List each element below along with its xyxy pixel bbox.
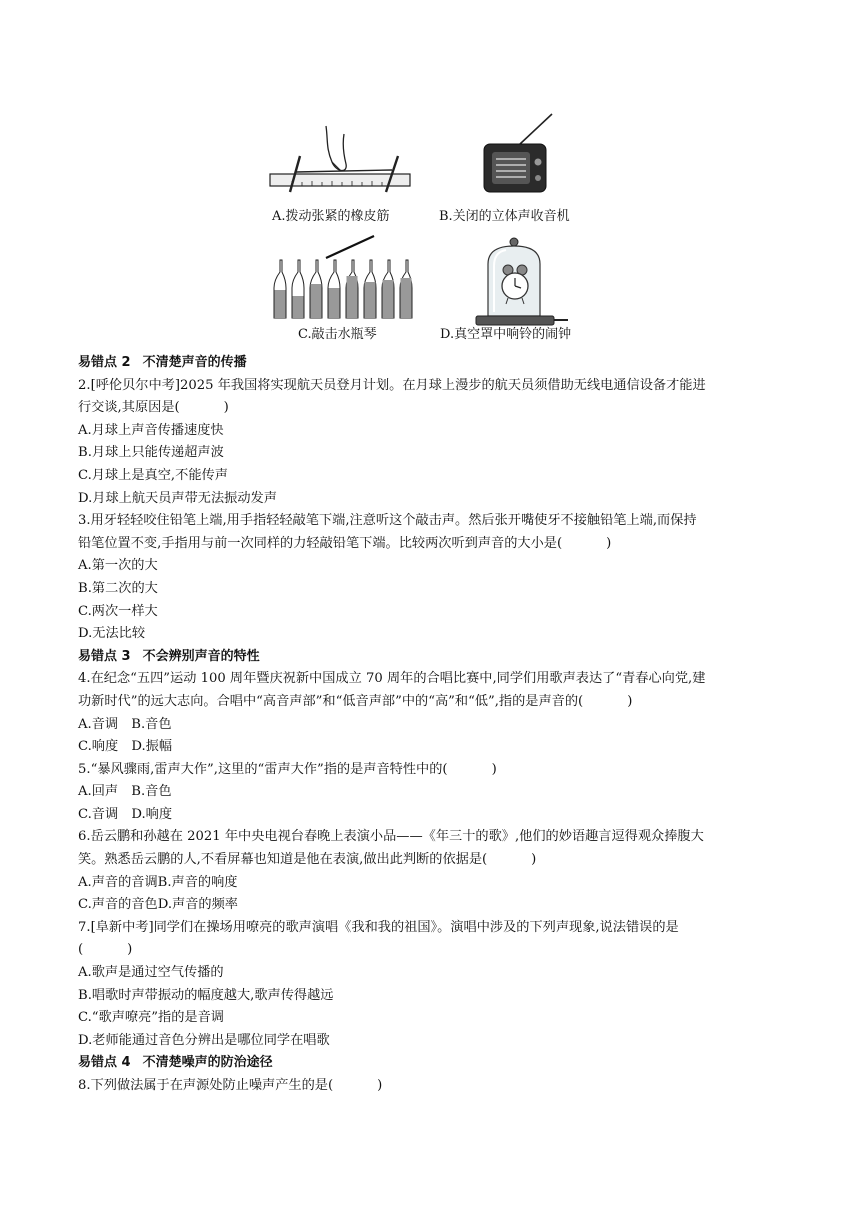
- question-3-stem-cont: 铅笔位置不变,手指用与前一次同样的力轻敲铅笔下端。比较两次听到声音的大小是( ): [78, 535, 612, 551]
- options-row-1: A.声音的音调B.声音的响度: [78, 874, 238, 890]
- question-4-stem: 4.在纪念“五四”运动 100 周年暨庆祝新中国成立 70 周年的合唱比赛中,同学们用歌声表达了“青春心向党,建: [78, 671, 706, 687]
- option-b: B.唱歌时声带振动的幅度越大,歌声传得越远: [78, 987, 334, 1003]
- option-a: A.月球上声音传播速度快: [78, 422, 224, 438]
- question-5-stem: 5.“暴风骤雨,雷声大作”,这里的“雷声大作”指的是声音特性中的( ): [78, 761, 497, 777]
- question-figure: [262, 112, 602, 344]
- caption-a: A.拨动张紧的橡皮筋: [272, 209, 390, 224]
- section-title: 不会辨别声音的特性: [142, 648, 260, 664]
- option-b: B.月球上只能传递超声波: [78, 445, 224, 461]
- question-2-stem: 2.[呼伦贝尔中考]2025 年我国将实现航天员登月计划。在月球上漫步的航天员须借助无线电通信设备才能进: [78, 377, 706, 393]
- section-heading-4: [78, 1052, 790, 1075]
- options-row-1: A.音调 B.音色: [78, 716, 172, 732]
- question-6-stem: 6.岳云鹏和孙越在 2021 年中央电视台春晚上表演小品——《年三十的歌》,他们的妙语趣言逗得观众捧腹大: [78, 829, 704, 845]
- section-label: 易错点 3: [78, 648, 131, 664]
- question-6-stem-cont: 笑。熟悉岳云鹏的人,不看屏幕也知道是他在表演,做出此判断的依据是( ): [78, 852, 537, 868]
- bell-jar-alarm-clock-illustration: [476, 238, 568, 325]
- option-d: D.老师能通过音色分辨出是哪位同学在唱歌: [78, 1032, 330, 1048]
- section-title: 不清楚噪声的防治途径: [142, 1055, 273, 1071]
- section-label: 易错点 2: [78, 355, 131, 370]
- figure-illustrations: [262, 112, 602, 344]
- option-c: C.“歌声嘹亮”指的是音调: [78, 1010, 224, 1026]
- options-row-2: C.响度 D.振幅: [78, 739, 173, 755]
- option-a: A.第一次的大: [78, 558, 158, 574]
- options-row-1: A.回声 B.音色: [78, 784, 172, 800]
- water-bottles-illustration: [274, 236, 412, 318]
- radio-illustration: [484, 114, 552, 192]
- section-heading-3: [78, 646, 790, 669]
- section-title: 不清楚声音的传播: [142, 355, 247, 370]
- rubber-band-illustration: [270, 126, 410, 192]
- section-label: 易错点 4: [78, 1055, 131, 1071]
- option-c: C.月球上是真空,不能传声: [78, 467, 228, 483]
- option-b: B.第二次的大: [78, 580, 158, 596]
- options-row-2: C.声音的音色D.声音的频率: [78, 897, 238, 913]
- question-4-stem-cont: 功新时代”的远大志向。合唱中“高音声部”和“低音声部”中的“高”和“低”,指的是声音的( ): [78, 693, 633, 709]
- option-c: C.两次一样大: [78, 603, 158, 619]
- question-2-stem-cont: 行交谈,其原因是( ): [78, 400, 229, 416]
- section-heading-2: [78, 352, 790, 375]
- caption-c: C.敲击水瓶琴: [298, 327, 377, 342]
- caption-b: B.关闭的立体声收音机: [439, 209, 570, 224]
- question-3-stem: 3.用牙轻轻咬住铅笔上端,用手指轻轻敲笔下端,注意听这个敲击声。然后张开嘴使牙不接触铅笔上端,而保持: [78, 513, 697, 529]
- question-list: [78, 352, 790, 1098]
- options-row-2: C.音调 D.响度: [78, 806, 173, 822]
- question-7-stem: 7.[阜新中考]同学们在操场用嘹亮的歌声演唱《我和我的祖国》。演唱中涉及的下列声现象,说法错误的是: [78, 919, 679, 935]
- question-8-stem: 8.下列做法属于在声源处防止噪声产生的是( ): [78, 1078, 383, 1093]
- question-7-stem-cont: ( ): [78, 942, 133, 958]
- option-a: A.歌声是通过空气传播的: [78, 965, 224, 981]
- option-d: D.月球上航天员声带无法振动发声: [78, 490, 277, 506]
- option-d: D.无法比较: [78, 626, 146, 642]
- caption-d: D.真空罩中响铃的闹钟: [440, 327, 572, 342]
